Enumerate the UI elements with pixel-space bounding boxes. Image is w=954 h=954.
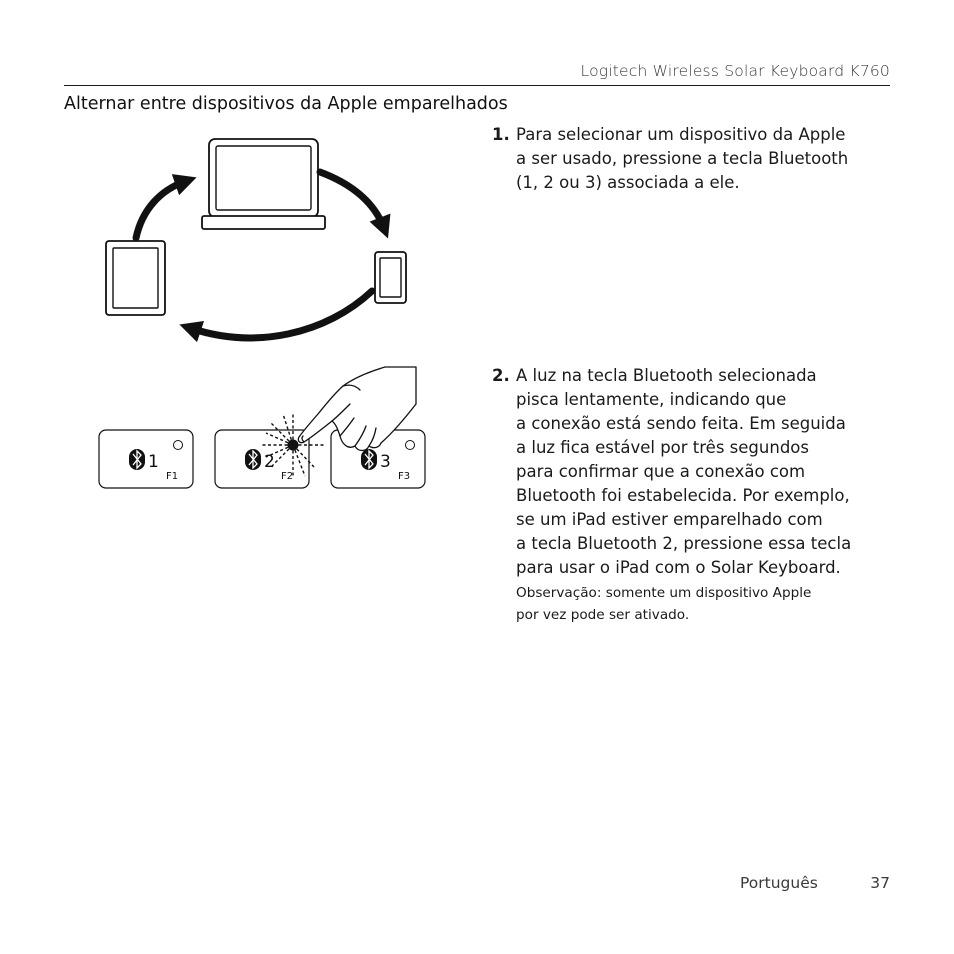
step-number: 2. xyxy=(492,366,510,385)
step-line: a ser usado, pressione a tecla Bluetooth xyxy=(516,149,849,168)
step-line: para confirmar que a conexão com xyxy=(516,462,806,481)
key-fn-label: F2 xyxy=(281,471,294,482)
step-line: para usar o iPad com o Solar Keyboard. xyxy=(516,558,841,577)
step-number: 1. xyxy=(492,125,510,144)
bluetooth-icon xyxy=(245,449,261,470)
laptop-icon xyxy=(202,139,325,229)
bluetooth-key-2 xyxy=(215,430,309,488)
step-line: Para selecionar um dispositivo da Apple xyxy=(516,125,846,144)
arrow-tablet-to-laptop-icon xyxy=(136,181,186,238)
note xyxy=(516,582,876,626)
key-light-icon xyxy=(288,440,299,451)
note-line: por vez pode ser ativado. xyxy=(516,607,690,623)
step-line: a tecla Bluetooth 2, pressione essa tecla xyxy=(516,534,852,553)
step-line: a luz fica estável por três segundos xyxy=(516,438,809,457)
key-number: 1 xyxy=(148,452,159,472)
page-number: 37 xyxy=(870,874,890,892)
arrow-phone-to-tablet-icon xyxy=(190,291,372,338)
phone-icon xyxy=(375,252,406,303)
arrow-laptop-to-phone-icon xyxy=(320,172,384,228)
step-line: pisca lentamente, indicando que xyxy=(516,390,787,409)
step-line: Bluetooth foi estabelecida. Por exemplo, xyxy=(516,486,850,505)
bluetooth-key-1 xyxy=(99,430,193,488)
footer-language: Português xyxy=(740,874,818,892)
bluetooth-icon xyxy=(129,449,145,470)
note-line: Observação: somente um dispositivo Apple xyxy=(516,585,812,601)
tablet-icon xyxy=(106,241,165,315)
bluetooth-icon xyxy=(361,449,377,470)
section-title: Alternar entre dispositivos da Apple emparelhados xyxy=(64,94,508,114)
step-text xyxy=(516,364,886,580)
step-line: (1, 2 ou 3) associada a ele. xyxy=(516,173,740,192)
key-number: 2 xyxy=(264,452,275,472)
step-text xyxy=(516,123,886,195)
product-name: Logitech Wireless Solar Keyboard K760 xyxy=(580,62,890,80)
step-line: se um iPad estiver emparelhado com xyxy=(516,510,823,529)
step-line: A luz na tecla Bluetooth selecionada xyxy=(516,366,817,385)
key-fn-label: F1 xyxy=(166,471,179,482)
key-fn-label: F3 xyxy=(398,471,411,482)
step-line: a conexão está sendo feita. Em seguida xyxy=(516,414,846,433)
key-number: 3 xyxy=(380,452,391,472)
